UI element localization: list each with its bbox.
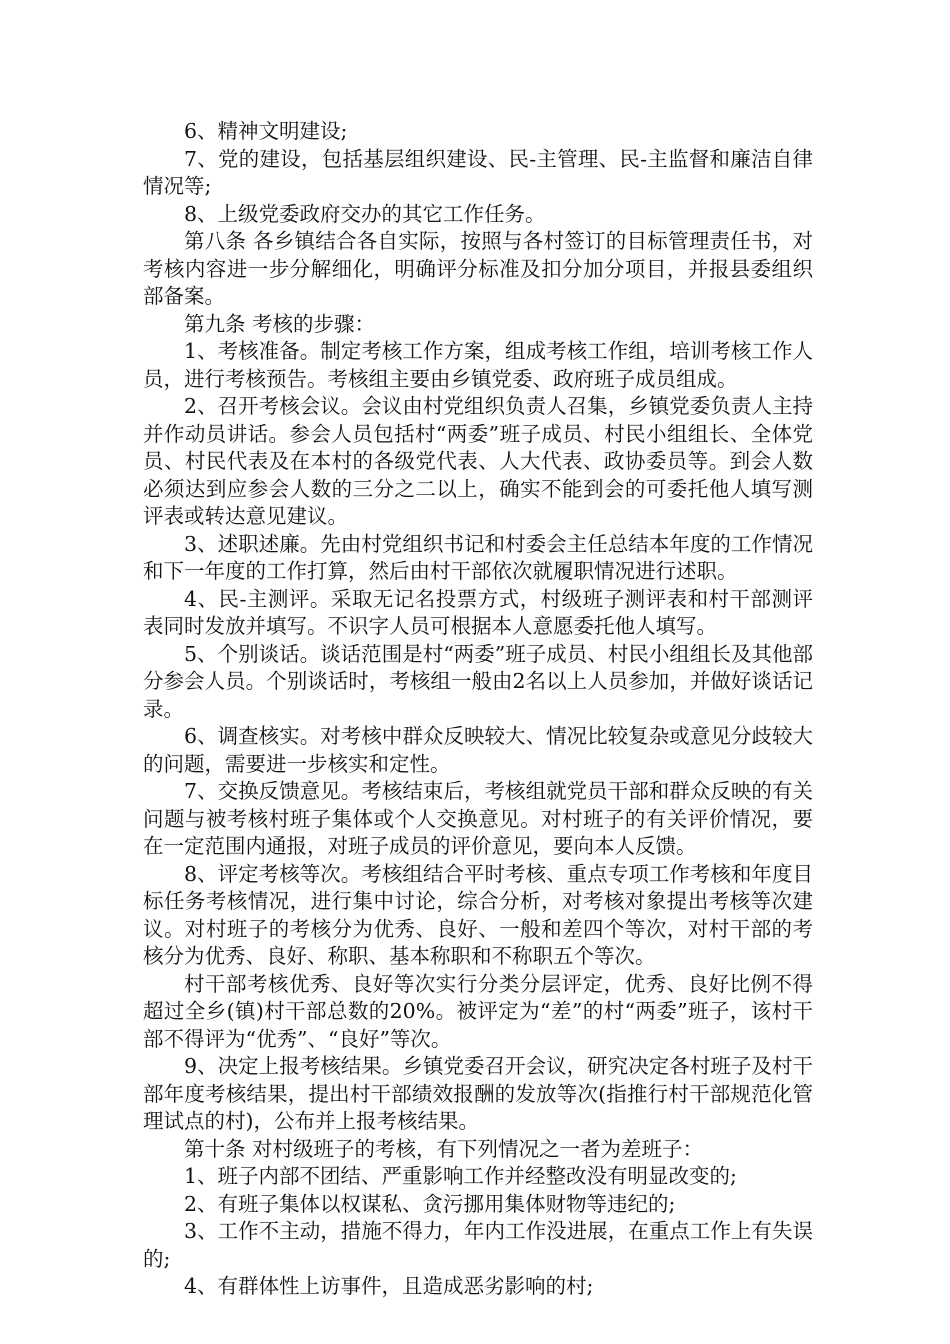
paragraph-step-3-report: 3、述职述廉。先由村党组织书记和村委会主任总结本年度的工作情况和下一年度的工作打算，然后由村干部依次就履职情况进行述职。: [143, 531, 813, 583]
paragraph-step-4-evaluation: 4、民-主测评。采取无记名投票方式，村级班子测评表和村干部测评表同时发放并填写。不识字人员可根据本人意愿委托他人填写。: [143, 586, 813, 638]
paragraph-item-8-assigned-tasks: 8、上级党委政府交办的其它工作任务。: [184, 201, 546, 226]
document-body: [143, 118, 813, 1301]
paragraph-step-9-results: 9、决定上报考核结果。乡镇党委召开会议，研究决定各村班子及村干部年度考核结果，提出村干部绩效报酬的发放等次(指推行村干部规范化管理试点的村)，公布并上报考核结果。: [143, 1054, 813, 1133]
paragraph-step-5-interview: 5、个别谈话。谈话范围是村“两委”班子成员、村民小组组长及其他部分参会人员。个别谈话时，考核组一般由2名以上人员参加，并做好谈话记录。: [143, 641, 813, 721]
paragraph-poor-team-2: 2、有班子集体以权谋私、贪污挪用集体财物等违纪的;: [184, 1191, 676, 1216]
paragraph-step-8-grading: 8、评定考核等次。考核组结合平时考核、重点专项工作考核和年度目标任务考核情况，进行集中讨论，综合分析，对考核对象提出考核等次建议。对村班子的考核分为优秀、良好、一般和差四个等次，对村干部的考核分为优秀、良好、称职、基本称职和不称职五个等次。: [143, 861, 813, 968]
paragraph-grading-ratio: 村干部考核优秀、良好等次实行分类分层评定，优秀、良好比例不得超过全乡(镇)村干部总数的20%。被评定为“差”的村“两委”班子，该村干部不得评为“优秀”、“良好”等次。: [143, 971, 813, 1051]
paragraph-item-7-party-building: 7、党的建设，包括基层组织建设、民-主管理、民-主监督和廉洁自律情况等;: [143, 146, 813, 198]
paragraph-step-7-feedback: 7、交换反馈意见。考核结束后，考核组就党员干部和群众反映的有关问题与被考核村班子集体或个人交换意见。对村班子的有关评价情况，要在一定范围内通报，对班子成员的评价意见，要向本人反馈。: [143, 779, 813, 858]
paragraph-article-8: 第八条 各乡镇结合各自实际，按照与各村签订的目标管理责任书，对考核内容进一步分解细化，明确评分标准及扣分加分项目，并报县委组织部备案。: [143, 229, 813, 308]
paragraph-poor-team-4: 4、有群体性上访事件，且造成恶劣影响的村;: [184, 1274, 594, 1298]
paragraph-item-6-spiritual: 6、精神文明建设;: [184, 119, 348, 143]
paragraph-step-1-preparation: 1、考核准备。制定考核工作方案，组成考核工作组，培训考核工作人员，进行考核预告。考核组主要由乡镇党委、政府班子成员组成。: [143, 339, 813, 391]
paragraph-step-2-meeting: 2、召开考核会议。会议由村党组织负责人召集，乡镇党委负责人主持并作动员讲话。参会人员包括村“两委”班子成员、村民小组组长、全体党员、村民代表及在本村的各级党代表、人大代表、政协委员等。到会人数必须达到应参会人数的三分之二以上，确实不能到会的可委托他人填写测评表或转达意见建议。: [143, 394, 813, 528]
paragraph-poor-team-3: 3、工作不主动，措施不得力，年内工作没进展，在重点工作上有失误的;: [143, 1219, 813, 1271]
paragraph-article-9-heading: 第九条 考核的步骤：: [184, 311, 376, 336]
paragraph-article-10: 第十条 对村级班子的考核，有下列情况之一者为差班子：: [184, 1136, 704, 1161]
paragraph-poor-team-1: 1、班子内部不团结、严重影响工作并经整改没有明显改变的;: [184, 1164, 737, 1188]
paragraph-step-6-verification: 6、调查核实。对考核中群众反映较大、情况比较复杂或意见分歧较大的问题，需要进一步核实和定性。: [143, 724, 813, 776]
